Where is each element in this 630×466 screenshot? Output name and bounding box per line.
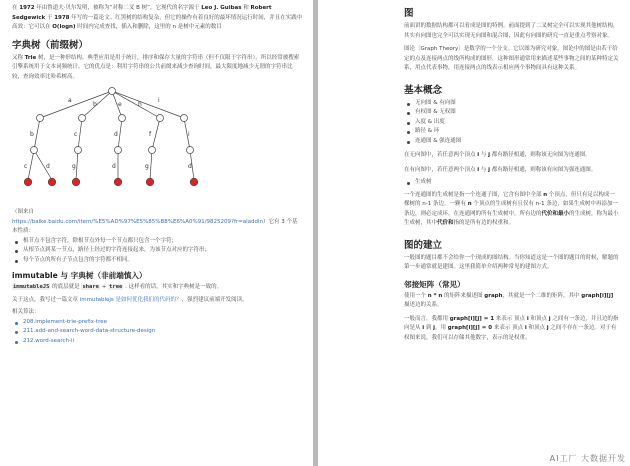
related-algorithms-list — [12, 318, 303, 347]
trie-figure-caption: （图来自 https://baike.baidu.com/item/%E5%AD%97%E5%85%B8%E6%A0%91/9825209?fr=aladdin）它有 3 个基本性质： — [12, 209, 298, 234]
related-link[interactable]: 208.implement-trie-prefix-tree — [12, 318, 303, 328]
strongly-connected-paragraph: 在有向图中，若任意两个顶点 i 与 j 都有路径相通，则称该有向图为强连通图。 — [404, 166, 597, 173]
graph-building-paragraph: 一般图的题目都不会给你一个现成的图结构。当你知道这是一个图的题目的时候，解题的第一步通常就是建图。这里我简单介绍两种常见的建图方式。 — [404, 254, 619, 270]
list-item: 生成树 — [404, 178, 620, 188]
trie-edge-label: b — [30, 131, 34, 138]
trie-node — [37, 115, 44, 122]
trie-node — [31, 147, 38, 154]
rbtree-intro-paragraph: 在 1972 年由鲁道夫·贝尔发明，被称为“对称二叉 B 树”，它现代的名字源于 Leo J. Guibas 和 Robert Sedgewick 于 1978 年写的一篇论文。红黑树的结构复杂，但它的操作有着良好的最坏情况运行时间，并且在实践中高效：它可以在 O(logn) 时间内完成查找，插入和删除，这里的 n 是树中元素的数目 — [12, 5, 303, 30]
trie-terminal-node — [114, 178, 122, 186]
trie-edge-label: e — [118, 101, 122, 108]
list-item: 根节点不包含字符，除根节点外每一个节点都只包含一个字符； — [12, 237, 303, 247]
trie-edge-label: c — [24, 163, 28, 170]
basic-concepts-heading: 基本概念 — [404, 84, 443, 96]
trie-root-node — [109, 88, 116, 95]
related-link[interactable]: 212.word-search-ii — [12, 337, 303, 347]
spanning-tree-list — [404, 178, 620, 188]
trie-node — [157, 115, 164, 122]
list-item: 有权图 & 无权图 — [404, 108, 620, 118]
trie-node — [75, 147, 82, 154]
trie-edge-label: d — [112, 163, 116, 170]
trie-heading: 字典树（前缀树） — [12, 39, 89, 51]
baike-source-link[interactable]: https://baike.baidu.com/item/%E5%AD%97%E5%85%B8%E6%A0%91/9825209?fr=aladdin — [12, 218, 264, 225]
watermark: AI工厂 大数据开发 — [549, 454, 626, 463]
connected-graph-paragraph: 在无向图中，若任意两个顶点 i 与 j 都有路径相通，则称该无向图为连通图。 — [404, 152, 591, 158]
trie-edge-label: i — [188, 131, 190, 138]
trie-edge-label: g — [145, 163, 149, 170]
trie-node — [149, 147, 156, 154]
list-item: 从根节点到某一节点，路径上经过的字符连接起来，为该节点对应的字符串； — [12, 246, 303, 256]
immutablejs-article-link[interactable]: immutablejs 是如何优化我们的代码的？ — [79, 296, 182, 303]
trie-edge-label: i — [158, 97, 160, 104]
trie-edge-label: g — [72, 163, 76, 170]
adjacency-matrix-detail: 一般而言，我都用 graph[i][j] = 1 来表示 顶点 i 和顶点 j 之间有一条边，并且边的指向是从 i 到 j。用 graph[i][j] = 0 来表示 顶点 i 和顶点 j 之间不存在一条边。对于有权图来说，我们可以存储其他数字，表示的是权重。 — [404, 315, 619, 341]
list-item: 入度 & 出度 — [404, 118, 620, 128]
adjacency-matrix-heading: 邻接矩阵（常见） — [404, 279, 465, 289]
related-algorithms-label: 相关算法： — [12, 309, 40, 315]
trie-terminal-node — [72, 178, 80, 186]
article-reference: 关于这点，我写过一篇文章 immutablejs 是如何优化我们的代码的？，强烈建议前端开发阅读。 — [12, 296, 248, 303]
trie-edge-label: d — [114, 131, 118, 138]
trie-edge-label: a — [68, 97, 72, 104]
author-sedgewick: Robert Sedgewick — [12, 5, 272, 21]
trie-diagram — [20, 84, 205, 206]
left-page — [0, 0, 313, 466]
concepts-list — [404, 99, 620, 147]
complexity-ologn: O(logn) — [52, 24, 76, 30]
trie-edge-label: b — [93, 101, 97, 108]
graph-intro-paragraph: 前面讲的数据结构都可以看成是图的特例。前面提到了二叉树完全可以实现其他树结构，其实有向图也完全可以实现无向图和混合图，因此有向图的研究一直是重点考察对象。 — [404, 23, 619, 39]
list-item: 无向图 & 有向图 — [404, 99, 620, 109]
list-item: 每个节点的所有子节点包含的字符都不相同。 — [12, 256, 303, 266]
trie-edge-label: d — [46, 163, 50, 170]
trie-edge-label: d — [188, 163, 192, 170]
trie-terminal-node — [48, 178, 56, 186]
trie-properties-list — [12, 237, 303, 266]
trie-edge-label: c — [74, 131, 78, 138]
trie-terminal-node — [24, 178, 32, 186]
related-link[interactable]: 211.add-and-search-word-data-structure-design — [12, 327, 303, 337]
list-item: 路径 & 环 — [404, 127, 620, 137]
trie-terminal-node — [146, 178, 154, 186]
immutable-paragraph: immutableJS 的底层就是 share + tree . 这样看的话，其实和字典树是一致的。 — [13, 284, 223, 290]
immutable-heading: immutable 与 字典树（非前端慎入） — [12, 271, 147, 280]
trie-node — [187, 147, 194, 154]
right-page — [318, 0, 630, 466]
author-guibas: Leo J. Guibas — [201, 5, 242, 11]
trie-node — [181, 115, 188, 122]
trie-terminal-node — [190, 178, 198, 186]
trie-node — [79, 115, 86, 122]
spanning-tree-paragraph: 一个连通图的生成树是指一个连通子图，它含有图中全部 n 个顶点，但只有足以构成一棵树的 n-1 条边。一颗有 n 个顶点的生成树有且仅有 n-1 条边，如果生成树中再添加一条边，则必定成环。在连通网的所有生成树中，所有边的代价和最小的生成树，称为最小生成树，其中代价和指的是所有边的权重和。 — [404, 191, 619, 226]
trie-edge-label: f — [149, 131, 152, 138]
trie-node — [119, 115, 126, 122]
graph-theory-paragraph: 图论〔Graph Theory〕是数学的一个分支。它以图为研究对象。图论中的图是由若干给定的点及连接两点的线所构成的图形，这种图形通常用来描述某些事物之间的某种特定关系，用点代表事物，用连接两点的线表示相应两个事物间具有这种关系。 — [404, 46, 619, 71]
adjacency-matrix-paragraph: 使用一个 n * n 的矩阵来描述图 graph，其就是一个二维的矩阵，其中 graph[i][j] 描述边的关系。 — [404, 292, 614, 308]
trie-description: 又称 Trie 树，是一种形结构。典型应用是用于统计，排序和保存大量的字符串（但不仅限于字符串），所以经常被搜索引擎系统用于文本词频统计。它的优点是：利用字符串的公共前缀来减少查询时间，最大限度地减少无谓的字符串比较，查询效率比哈希树高。 — [12, 54, 300, 80]
year-1978: 1978 — [54, 14, 70, 21]
trie-node — [115, 147, 122, 154]
graph-heading: 图 — [404, 8, 414, 19]
list-item: 连通图 & 强连通图 — [404, 137, 620, 147]
trie-edge-label: h — [138, 101, 142, 108]
graph-building-heading: 图的建立 — [404, 239, 443, 251]
year-1972: 1972 — [19, 5, 35, 11]
